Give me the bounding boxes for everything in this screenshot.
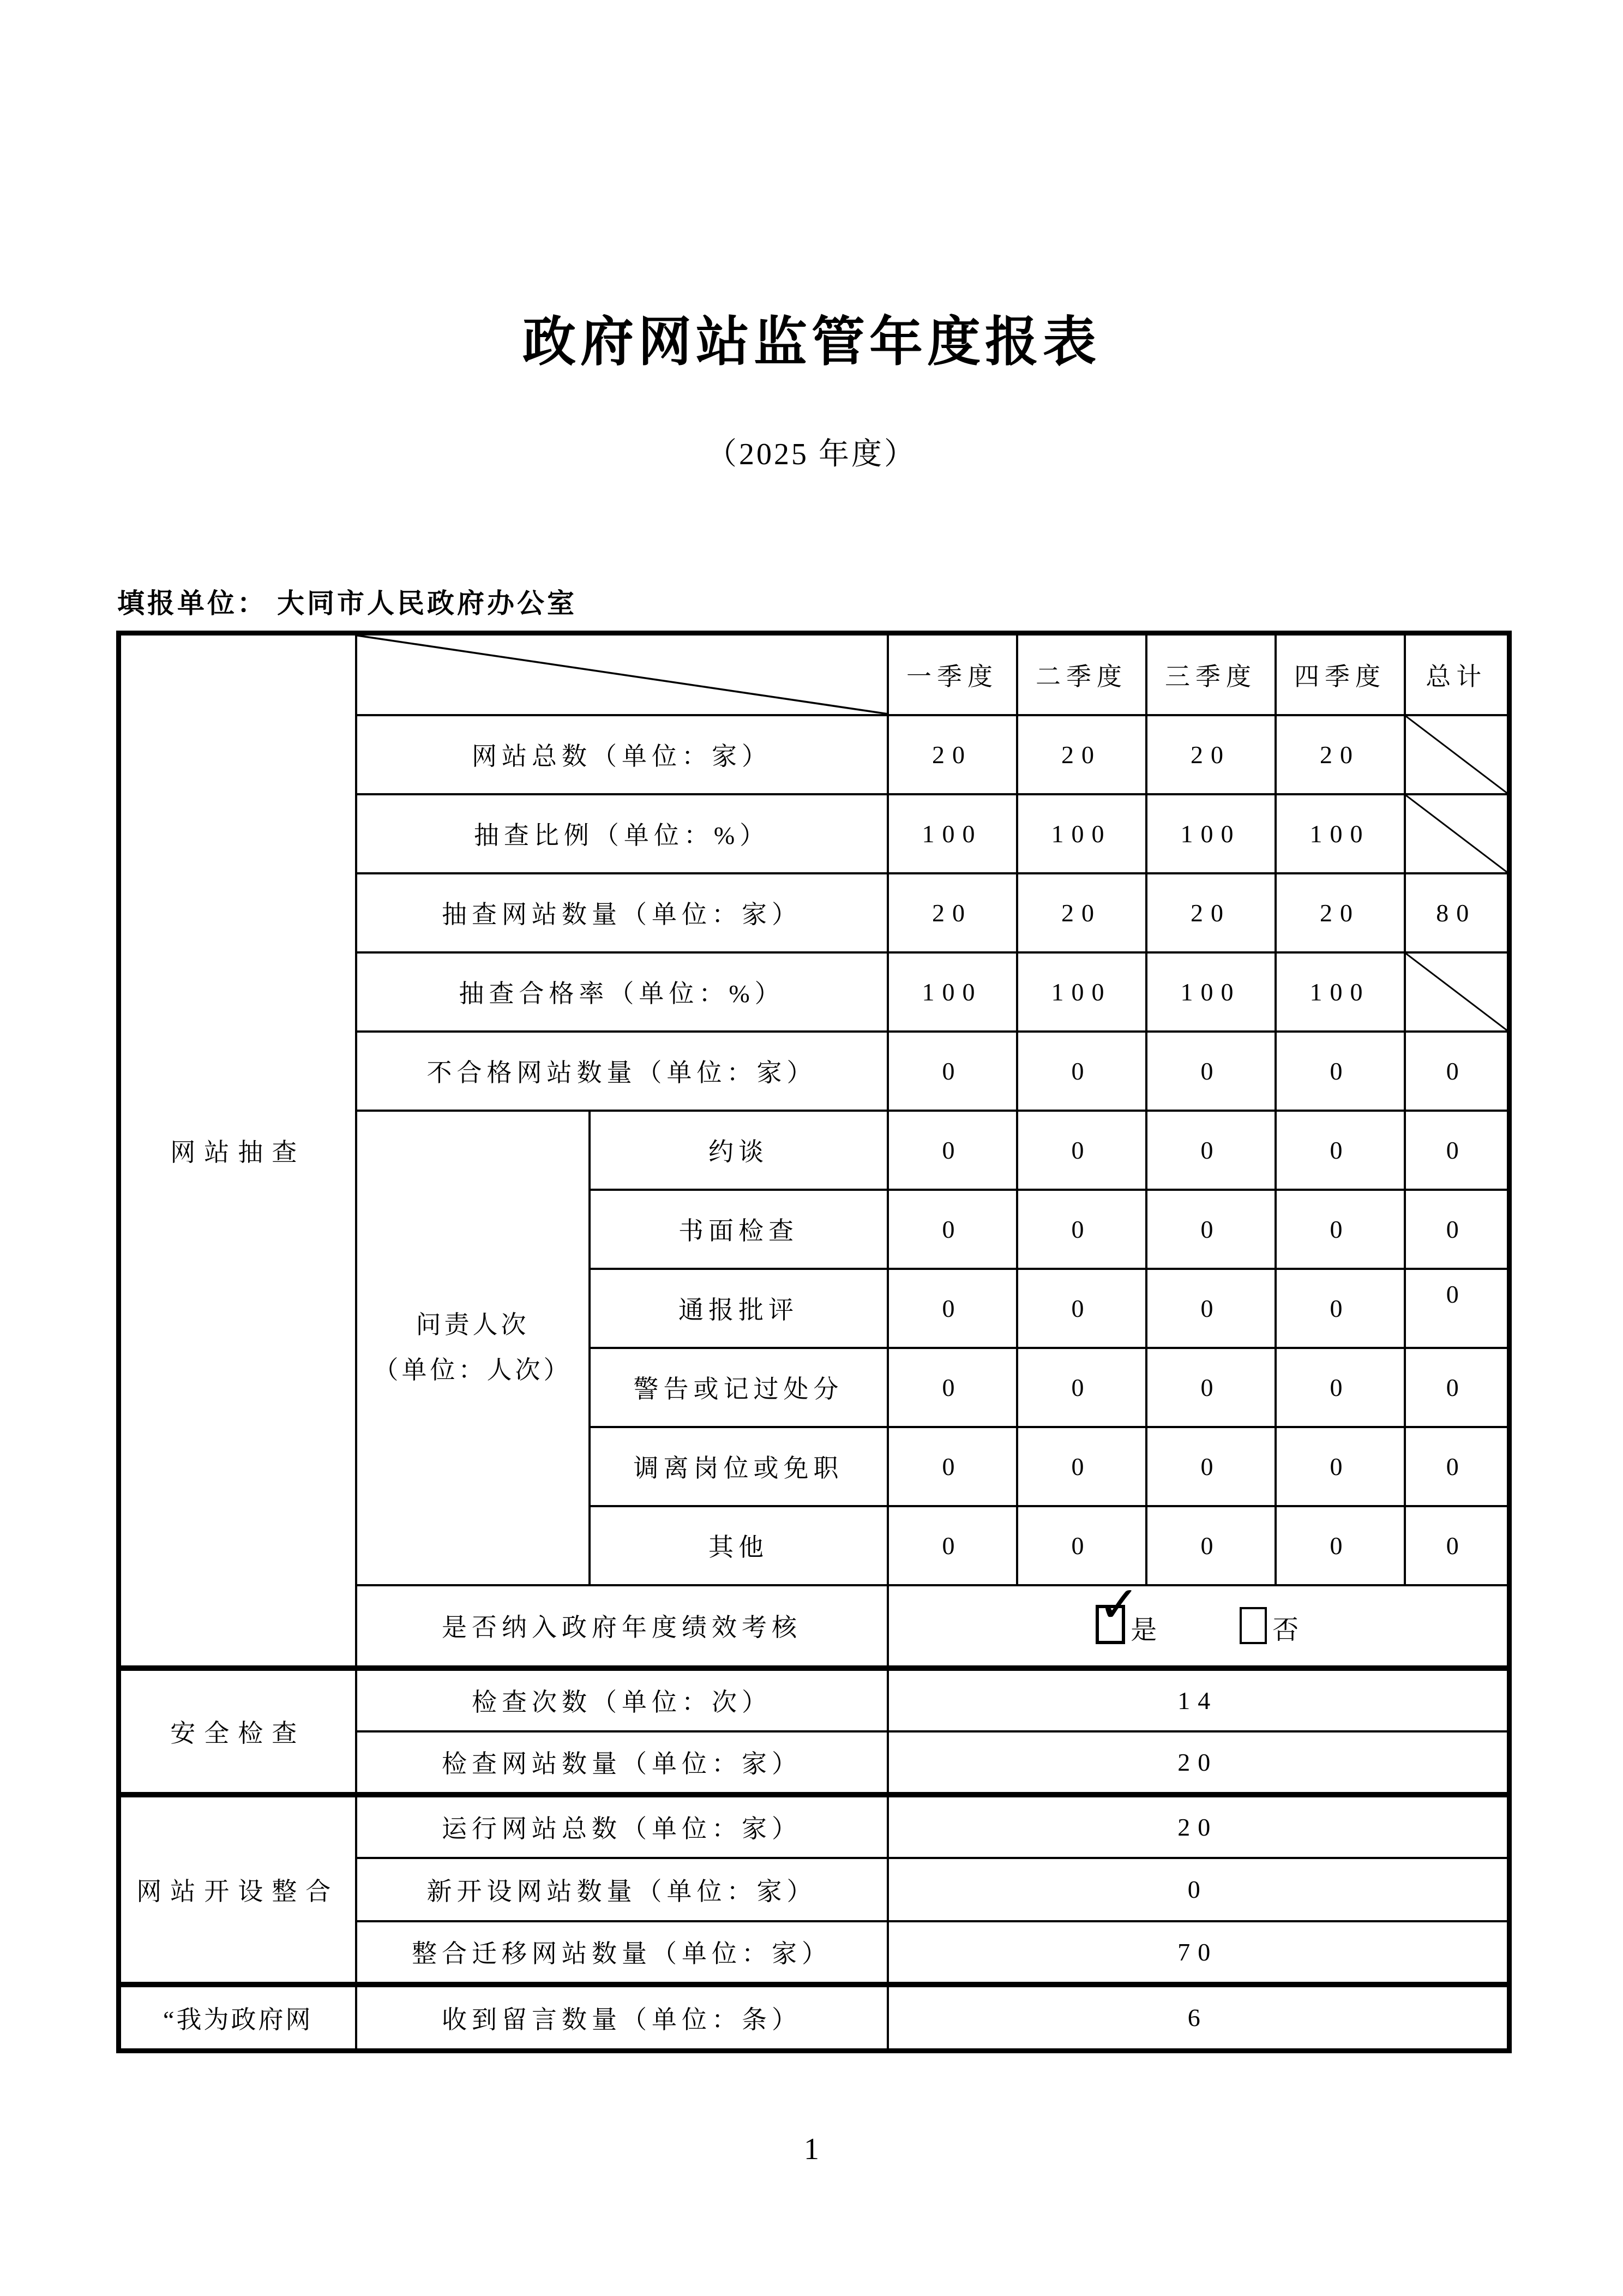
value-q4: 0 (1276, 1032, 1405, 1111)
check-icon: ✓ (1098, 1575, 1141, 1634)
slash-cell (1405, 794, 1510, 873)
sub-row-label: 其他 (590, 1506, 888, 1585)
value-q2: 0 (1017, 1348, 1146, 1427)
value-q1: 20 (888, 715, 1017, 794)
value-merged: 14 (888, 1668, 1510, 1731)
value-q3: 100 (1146, 794, 1276, 873)
row-label: 检查次数（单位：次） (356, 1668, 888, 1731)
value-total: 0 (1405, 1506, 1510, 1585)
value-q4: 0 (1276, 1427, 1405, 1506)
value-q2: 0 (1017, 1032, 1146, 1111)
row-running-sites (119, 1795, 1510, 1858)
value-q1: 0 (888, 1111, 1017, 1190)
reporting-unit-label: 填报单位： (117, 588, 267, 619)
row-label: 新开设网站数量（单位：家） (356, 1858, 888, 1921)
row-label: 运行网站总数（单位：家） (356, 1795, 888, 1858)
value-q4: 0 (1276, 1111, 1405, 1190)
sub-row-label: 书面检查 (590, 1190, 888, 1269)
sub-row-label: 调离岗位或免职 (590, 1427, 888, 1506)
table-header-row (119, 633, 1510, 715)
value-q3: 0 (1146, 1348, 1276, 1427)
assessment-label: 是否纳入政府年度绩效考核 (356, 1585, 888, 1668)
value-q3: 0 (1146, 1032, 1276, 1111)
value-q3: 0 (1146, 1269, 1276, 1348)
value-q3: 20 (1146, 873, 1276, 952)
value-q4: 100 (1276, 952, 1405, 1032)
section-label-feedback-platform: “我为政府网 (119, 1985, 356, 2051)
value-q4: 0 (1276, 1348, 1405, 1427)
checkbox-yes-checked (1096, 1575, 1141, 1644)
value-q2: 100 (1017, 952, 1146, 1032)
value-q2: 20 (1017, 715, 1146, 794)
section-label-site-sampling: 网站抽查 (119, 633, 356, 1668)
value-q2: 0 (1017, 1111, 1146, 1190)
value-q3: 100 (1146, 952, 1276, 1032)
accountability-label: 问责人次 (416, 1310, 530, 1339)
page-number: 1 (804, 2132, 819, 2166)
value-q4: 20 (1276, 873, 1405, 952)
section-label-site-integration: 网站开设整合 (119, 1795, 356, 1985)
value-q3: 0 (1146, 1111, 1276, 1190)
value-q3: 0 (1146, 1506, 1276, 1585)
value-q2: 20 (1017, 873, 1146, 952)
value-q1: 0 (888, 1190, 1017, 1269)
assessment-value-cell (888, 1575, 1510, 1668)
diagonal-line-icon (1406, 795, 1507, 872)
header-q2: 二季度 (1017, 633, 1146, 715)
value-q1: 0 (888, 1506, 1017, 1585)
value-q4: 0 (1276, 1190, 1405, 1269)
header-q3: 三季度 (1146, 633, 1276, 715)
header-q4: 四季度 (1276, 633, 1405, 715)
value-q3: 0 (1146, 1190, 1276, 1269)
page-title: 政府网站监管年度报表 (522, 313, 1101, 372)
diagonal-line-icon (357, 636, 887, 714)
value-q4: 100 (1276, 794, 1405, 873)
reporting-unit-value: 大同市人民政府办公室 (277, 588, 577, 619)
value-q4: 0 (1276, 1506, 1405, 1585)
value-q2: 0 (1017, 1269, 1146, 1348)
section-label-security-check: 安全检查 (119, 1668, 356, 1795)
value-q1: 100 (888, 794, 1017, 873)
value-total: 0 (1405, 1269, 1510, 1348)
value-merged: 70 (888, 1921, 1510, 1985)
value-q2: 0 (1017, 1427, 1146, 1506)
yes-label: 是 (1131, 1616, 1158, 1645)
value-total: 0 (1405, 1111, 1510, 1190)
value-q1: 100 (888, 952, 1017, 1032)
header-total: 总计 (1405, 633, 1510, 715)
report-table (116, 631, 1512, 2053)
checkbox-no-empty (1240, 1607, 1267, 1644)
row-label: 检查网站数量（单位：家） (356, 1731, 888, 1795)
value-q2: 100 (1017, 794, 1146, 873)
accountability-label-cell (356, 1111, 590, 1585)
slash-cell (1405, 952, 1510, 1032)
value-q2: 0 (1017, 1506, 1146, 1585)
row-label: 抽查合格率（单位：%） (356, 952, 888, 1032)
page-subtitle: （2025 年度） (706, 437, 917, 471)
reporting-unit-line (117, 582, 577, 621)
value-merged: 0 (888, 1858, 1510, 1921)
value-merged: 20 (888, 1795, 1510, 1858)
row-label: 整合迁移网站数量（单位：家） (356, 1921, 888, 1985)
row-label: 网站总数（单位：家） (356, 715, 888, 794)
row-inspection-count (119, 1668, 1510, 1731)
value-q4: 0 (1276, 1269, 1405, 1348)
value-q1: 0 (888, 1032, 1017, 1111)
value-total: 0 (1405, 1190, 1510, 1269)
sub-row-label: 通报批评 (590, 1269, 888, 1348)
value-total: 0 (1405, 1348, 1510, 1427)
value-q3: 0 (1146, 1427, 1276, 1506)
value-q2: 0 (1017, 1190, 1146, 1269)
sub-row-label: 警告或记过处分 (590, 1348, 888, 1427)
row-label: 不合格网站数量（单位：家） (356, 1032, 888, 1111)
value-q1: 0 (888, 1269, 1017, 1348)
row-label: 抽查比例（单位：%） (356, 794, 888, 873)
value-q3: 20 (1146, 715, 1276, 794)
sub-row-label: 约谈 (590, 1111, 888, 1190)
row-label: 收到留言数量（单位：条） (356, 1985, 888, 2051)
value-merged: 20 (888, 1731, 1510, 1795)
value-q1: 20 (888, 873, 1017, 952)
diagonal-line-icon (1406, 716, 1507, 793)
value-total: 0 (1405, 1032, 1510, 1111)
value-total: 0 (1405, 1427, 1510, 1506)
diagonal-line-icon (1406, 954, 1507, 1030)
row-messages-received (119, 1985, 1510, 2051)
accountability-unit: （单位：人次） (373, 1356, 572, 1384)
value-total: 80 (1405, 873, 1510, 952)
header-q1: 一季度 (888, 633, 1017, 715)
slash-cell (1405, 715, 1510, 794)
value-merged: 6 (888, 1985, 1510, 2051)
value-q4: 20 (1276, 715, 1405, 794)
row-label: 抽查网站数量（单位：家） (356, 873, 888, 952)
no-label: 否 (1272, 1616, 1300, 1645)
value-q1: 0 (888, 1427, 1017, 1506)
value-q1: 0 (888, 1348, 1017, 1427)
header-corner-cell (356, 633, 888, 715)
